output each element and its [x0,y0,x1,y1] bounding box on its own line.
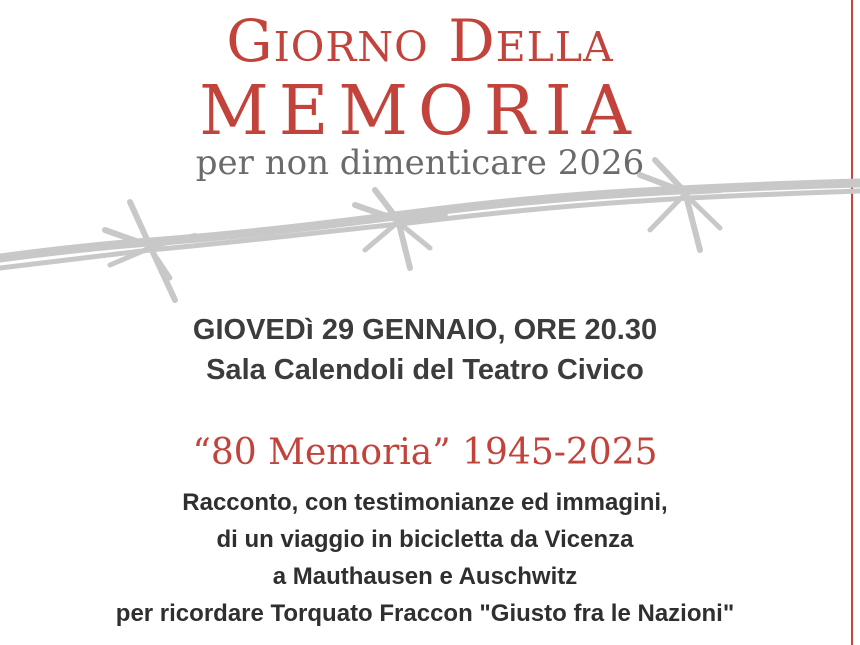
description-line: di un viaggio in bicicletta da Vicenza [216,526,634,553]
poster-title-line2: MEMORIA [199,72,641,151]
talk-description [0,484,850,632]
right-border-line [851,0,853,645]
barbed-wire-graphic [0,150,860,320]
event-venue: Sala Calendoli del Teatro Civico [206,354,644,386]
talk-title: “80 Memoria” 1945-2025 [192,432,658,473]
description-line: Racconto, con testimonianze ed immagini, [182,489,668,516]
poster-title-line1: Giorno Della [226,7,614,75]
description-line: per ricordare Torquato Fraccon "Giusto fra le Nazioni" [115,600,735,627]
poster-subtitle: per non dimenticare 2026 [195,143,645,183]
event-date-time: GIOVEDì 29 GENNAIO, ORE 20.30 [192,314,658,346]
description-line: a Mauthausen e Auschwitz [272,563,578,590]
